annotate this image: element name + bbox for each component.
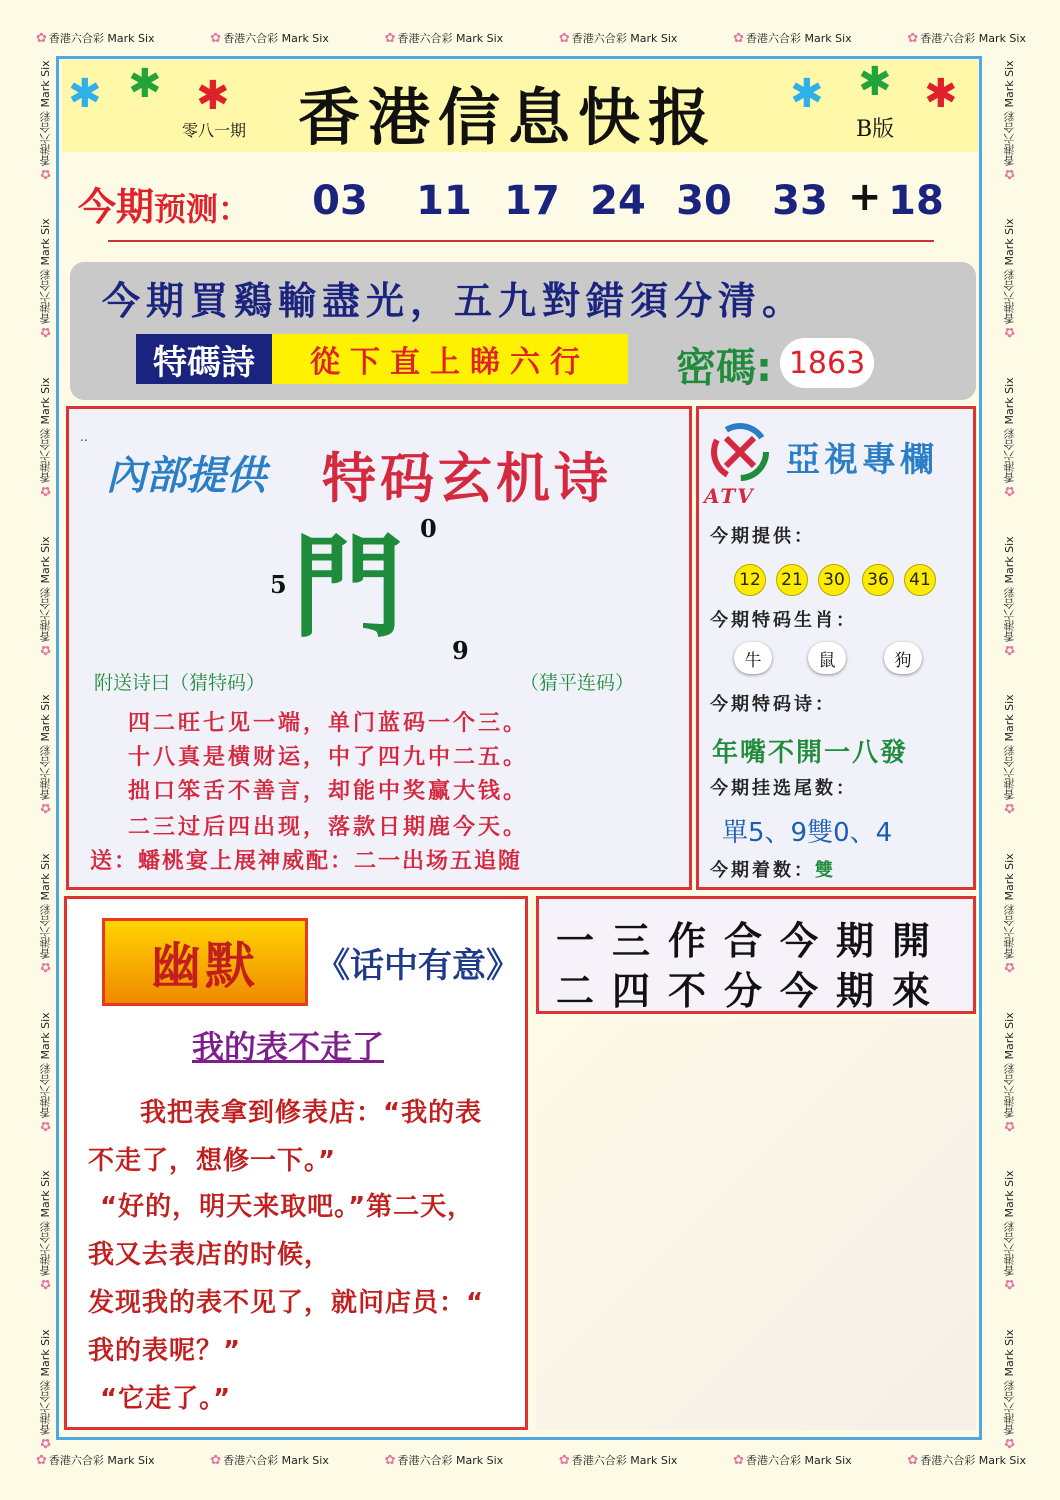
frame-label: ✿香港六合彩 Mark Six [38,218,53,340]
poem-intro-right: （猜平连码） [520,672,635,694]
verse-line: 拙口笨舌不善言，却能中奖赢大钱。 [128,779,529,804]
frame-label: ✿ 香港六合彩 Mark Six [558,31,678,46]
frame-label: ✿香港六合彩 Mark Six [1002,377,1017,499]
frame-label: ✿香港六合彩 Mark Six [1002,853,1017,975]
code-label: 密碼: [676,345,772,391]
atv-title: 亞視專欄 [786,440,938,480]
blank-area [536,1018,976,1430]
frame-label: ✿香港六合彩 Mark Six [1002,694,1017,816]
number-ball: 30 [818,564,850,596]
forecast-numbers [300,170,960,232]
frame-label: ✿香港六合彩 Mark Six [38,694,53,816]
tm-poem: 從下直上睇六行 [272,334,628,384]
hint-number: 0 [420,514,437,543]
atv-logo-icon [710,422,770,482]
forecast-label-sub: 预测： [154,190,251,228]
frame-label: ✿香港六合彩 Mark Six [38,1170,53,1292]
forecast-number: ★ 03 [300,170,380,232]
hint-number: 9 [452,636,469,665]
frame-label: ✿香港六合彩 Mark Six [38,536,53,657]
number-ball: 41 [904,564,936,596]
humor-subtitle: 《话中有意》 [316,946,520,986]
issue-number: 零八一期 [182,121,247,140]
forecast-number: ★ 30 [664,170,744,232]
dots: .. [80,430,88,444]
asterisk-icon: ✱ [858,59,892,105]
verse-line: 四二旺七见一端，单门蓝码一个三。 [128,711,529,736]
couplet-line: 二四不分今期來 [556,969,949,1013]
asterisk-icon: ✱ [128,61,162,107]
verse-line: 二三过后四出现，落款日期鹿今天。 [128,815,529,840]
special-number: ★ 18 [876,170,956,232]
forecast-label [78,176,250,231]
edition-label: B版 [856,117,895,142]
frame-label: ✿ 香港六合彩 Mark Six [907,31,1026,46]
zodiac-badge: 牛 [734,642,772,674]
plus-sign: + [848,174,882,220]
number-ball: 36 [862,564,894,596]
frame-label: ✿香港六合彩 Mark Six [1002,536,1017,657]
frame-label: ✿香港六合彩 Mark Six [38,60,53,181]
forecast-label-main: 今期 [78,185,155,229]
count-label [710,856,836,882]
forecast-number: ★ 17 [492,170,572,232]
zodiac-badge: 鼠 [808,642,846,674]
asterisk-icon: ✱ [68,71,102,117]
frame-right [1002,60,1018,1450]
poem-label: 今期特码诗： [710,694,836,715]
tail-value: 單5、9雙0、4 [722,818,893,848]
forecast-number: ★ 33 [760,170,840,232]
number-ball: 21 [776,564,808,596]
page-title: 香港信息快报 [298,81,719,154]
zodiac-label: 今期特码生肖： [710,610,857,631]
humor-line: 我的表呢？” [88,1336,242,1366]
code-value: 1863 [780,338,874,388]
frame-label: ✿ 香港六合彩 Mark Six [384,31,504,46]
frame-label: ✿香港六合彩 Mark Six [1002,1012,1017,1133]
summary-poem: 今期買鷄輸盡光，五九對錯須分清。 [102,279,807,323]
frame-label: ✿香港六合彩 Mark Six [38,853,53,975]
frame-label: ✿ 香港六合彩 Mark Six [210,1453,329,1468]
frame-bottom [36,1452,1026,1468]
forecast-number: ★ 24 [578,170,658,232]
frame-top [36,30,1026,46]
atv-poem: 年嘴不開一八發 [712,738,909,768]
poem-intro-left: 附送诗曰（猜特码） [94,672,266,694]
zodiac-badge: 狗 [884,642,922,674]
number-ball: 12 [734,564,766,596]
atv-logo-text: ATV [704,484,755,508]
humor-line: “好的，明天来取吧。”第二天， [100,1192,475,1222]
tm-label: 特碼詩 [136,334,272,384]
humor-line: 发现我的表不见了，就问店员：“ [88,1288,485,1318]
inner-label: 內部提供 [106,453,266,499]
frame-label: ✿香港六合彩 Mark Six [1002,1329,1017,1450]
frame-label: ✿ 香港六合彩 Mark Six [907,1453,1026,1468]
count-value: 雙 [815,860,836,881]
couplet-line: 一三作合今期開 [556,919,949,963]
frame-label: ✿香港六合彩 Mark Six [1002,60,1017,181]
humor-line: 我又去表店的时候， [88,1240,332,1270]
frame-label: ✿ 香港六合彩 Mark Six [210,31,329,46]
humor-badge: 幽默 [102,918,308,1006]
humor-line: “它走了。” [100,1384,232,1414]
frame-label: ✿ 香港六合彩 Mark Six [36,31,155,46]
hint-number: 5 [270,570,287,599]
tail-label: 今期挂选尾数： [710,778,857,799]
divider [108,240,934,242]
asterisk-icon: ✱ [924,71,958,117]
inner-title: 特码玄机诗 [322,447,612,510]
frame-label: ✿ 香港六合彩 Mark Six [384,1453,504,1468]
frame-label: ✿ 香港六合彩 Mark Six [733,31,852,46]
frame-label: ✿香港六合彩 Mark Six [38,1329,53,1450]
humor-line: 我把表拿到修表店：“我的表 [140,1098,483,1128]
frame-label: ✿香港六合彩 Mark Six [38,377,53,499]
forecast-number: ★ 11 [404,170,484,232]
frame-label: ✿香港六合彩 Mark Six [1002,218,1017,340]
provide-label: 今期提供： [710,526,815,547]
humor-line: 不走了，想修一下。” [88,1146,337,1176]
frame-label: ✿香港六合彩 Mark Six [1002,1170,1017,1292]
frame-label: ✿ 香港六合彩 Mark Six [733,1453,852,1468]
asterisk-icon: ✱ [196,73,230,119]
frame-label: ✿ 香港六合彩 Mark Six [558,1453,678,1468]
verse-line: 十八真是横财运，中了四九中二五。 [128,745,529,770]
count-label-text: 今期着数： [710,860,815,881]
asterisk-icon: ✱ [790,71,824,117]
humor-title: 我的表不走了 [192,1028,385,1066]
frame-label: ✿香港六合彩 Mark Six [38,1012,53,1133]
big-character: 門 [292,523,404,653]
frame-left [38,60,54,1450]
frame-label: ✿ 香港六合彩 Mark Six [36,1453,155,1468]
verse-send: 送：蟠桃宴上展神威配：二一出场五追随 [90,849,523,874]
